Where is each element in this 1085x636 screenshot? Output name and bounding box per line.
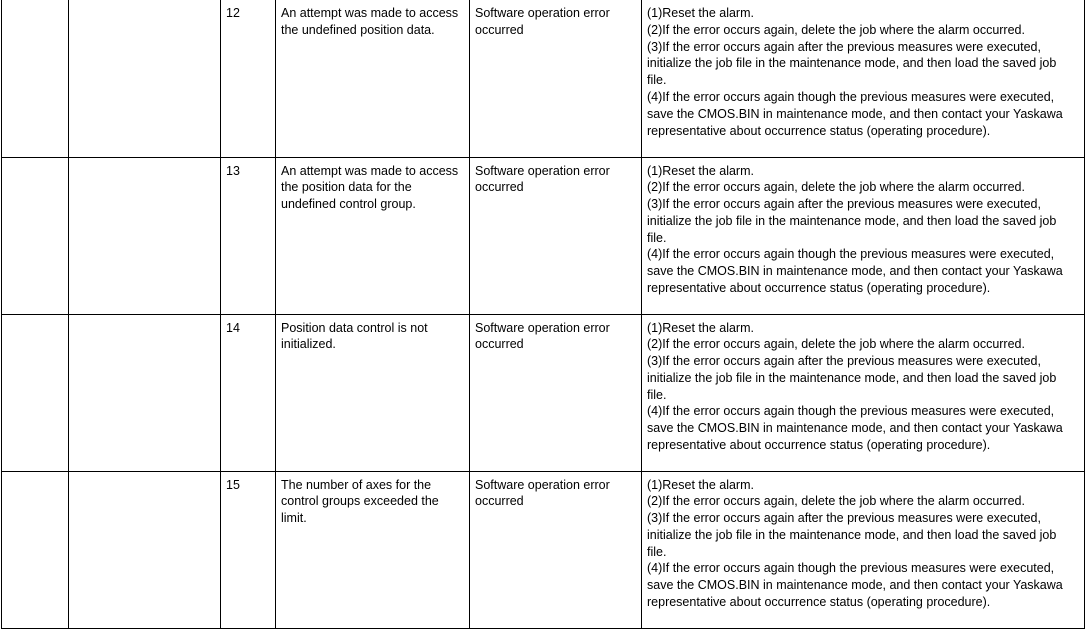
table-row [2,0,1085,157]
table-row [2,314,1085,471]
remedy-cell [642,314,1085,471]
meaning-cell: An attempt was made to access the undefined position data. [276,0,470,157]
alarm-name-cell [69,471,221,628]
sub-code-cell: 12 [221,0,276,157]
cause-cell: Software operation error occurred [470,314,642,471]
remedy-step: (3)If the error occurs again after the previous measures were executed, initialize the job file in the maintenance mode, and then load the saved job file. [647,354,1057,402]
alarm-number-cell [2,0,69,157]
alarm-name-cell [69,0,221,157]
remedy-cell [642,0,1085,157]
remedy-step: (3)If the error occurs again after the previous measures were executed, initialize the job file in the maintenance mode, and then load the saved job file. [647,511,1057,559]
table-row [2,157,1085,314]
alarm-number-cell [2,314,69,471]
cause-cell: Software operation error occurred [470,471,642,628]
sub-code-cell: 14 [221,314,276,471]
remedy-step: (4)If the error occurs again though the previous measures were executed, save the CMOS.BIN in maintenance mode, and then contact your Yaskawa representative about occurrence status (operating procedure). [647,247,1063,296]
alarm-number-cell [2,471,69,628]
remedy-step: (3)If the error occurs again after the previous measures were executed, initialize the job file in the maintenance mode, and then load the saved job file. [647,197,1057,245]
meaning-cell: An attempt was made to access the position data for the undefined control group. [276,157,470,314]
alarm-name-cell [69,314,221,471]
alarm-name-cell [69,157,221,314]
remedy-step: (4)If the error occurs again though the previous measures were executed, save the CMOS.BIN in maintenance mode, and then contact your Yaskawa representative about occurrence status (operating procedure). [647,404,1063,453]
sub-code-cell: 13 [221,157,276,314]
remedy-step: (4)If the error occurs again though the previous measures were executed, save the CMOS.BIN in maintenance mode, and then contact your Yaskawa representative about occurrence status (operating procedure). [647,561,1063,610]
alarm-number-cell [2,157,69,314]
cause-cell: Software operation error occurred [470,157,642,314]
alarm-table [1,0,1085,629]
remedy-step: (1)Reset the alarm. [647,6,754,20]
remedy-step: (1)Reset the alarm. [647,477,754,492]
remedy-step: (3)If the error occurs again after the previous measures were executed, initialize the job file in the maintenance mode, and then load the saved job file. [647,39,1057,88]
cause-cell: Software operation error occurred [470,0,642,157]
remedy-step: (2)If the error occurs again, delete the job where the alarm occurred. [647,337,1025,352]
meaning-cell: The number of axes for the control groups exceeded the limit. [276,471,470,628]
table-row [2,471,1085,628]
remedy-step: (1)Reset the alarm. [647,320,754,335]
remedy-cell [642,157,1085,314]
meaning-cell: Position data control is not initialized. [276,314,470,471]
remedy-cell [642,471,1085,628]
remedy-step: (2)If the error occurs again, delete the job where the alarm occurred. [647,494,1025,509]
sub-code-cell: 15 [221,471,276,628]
remedy-step: (1)Reset the alarm. [647,163,754,178]
remedy-step: (2)If the error occurs again, delete the job where the alarm occurred. [647,22,1025,37]
remedy-step: (2)If the error occurs again, delete the job where the alarm occurred. [647,180,1025,195]
remedy-step: (4)If the error occurs again though the previous measures were executed, save the CMOS.BIN in maintenance mode, and then contact your Yaskawa representative about occurrence status (operating procedure). [647,89,1063,138]
